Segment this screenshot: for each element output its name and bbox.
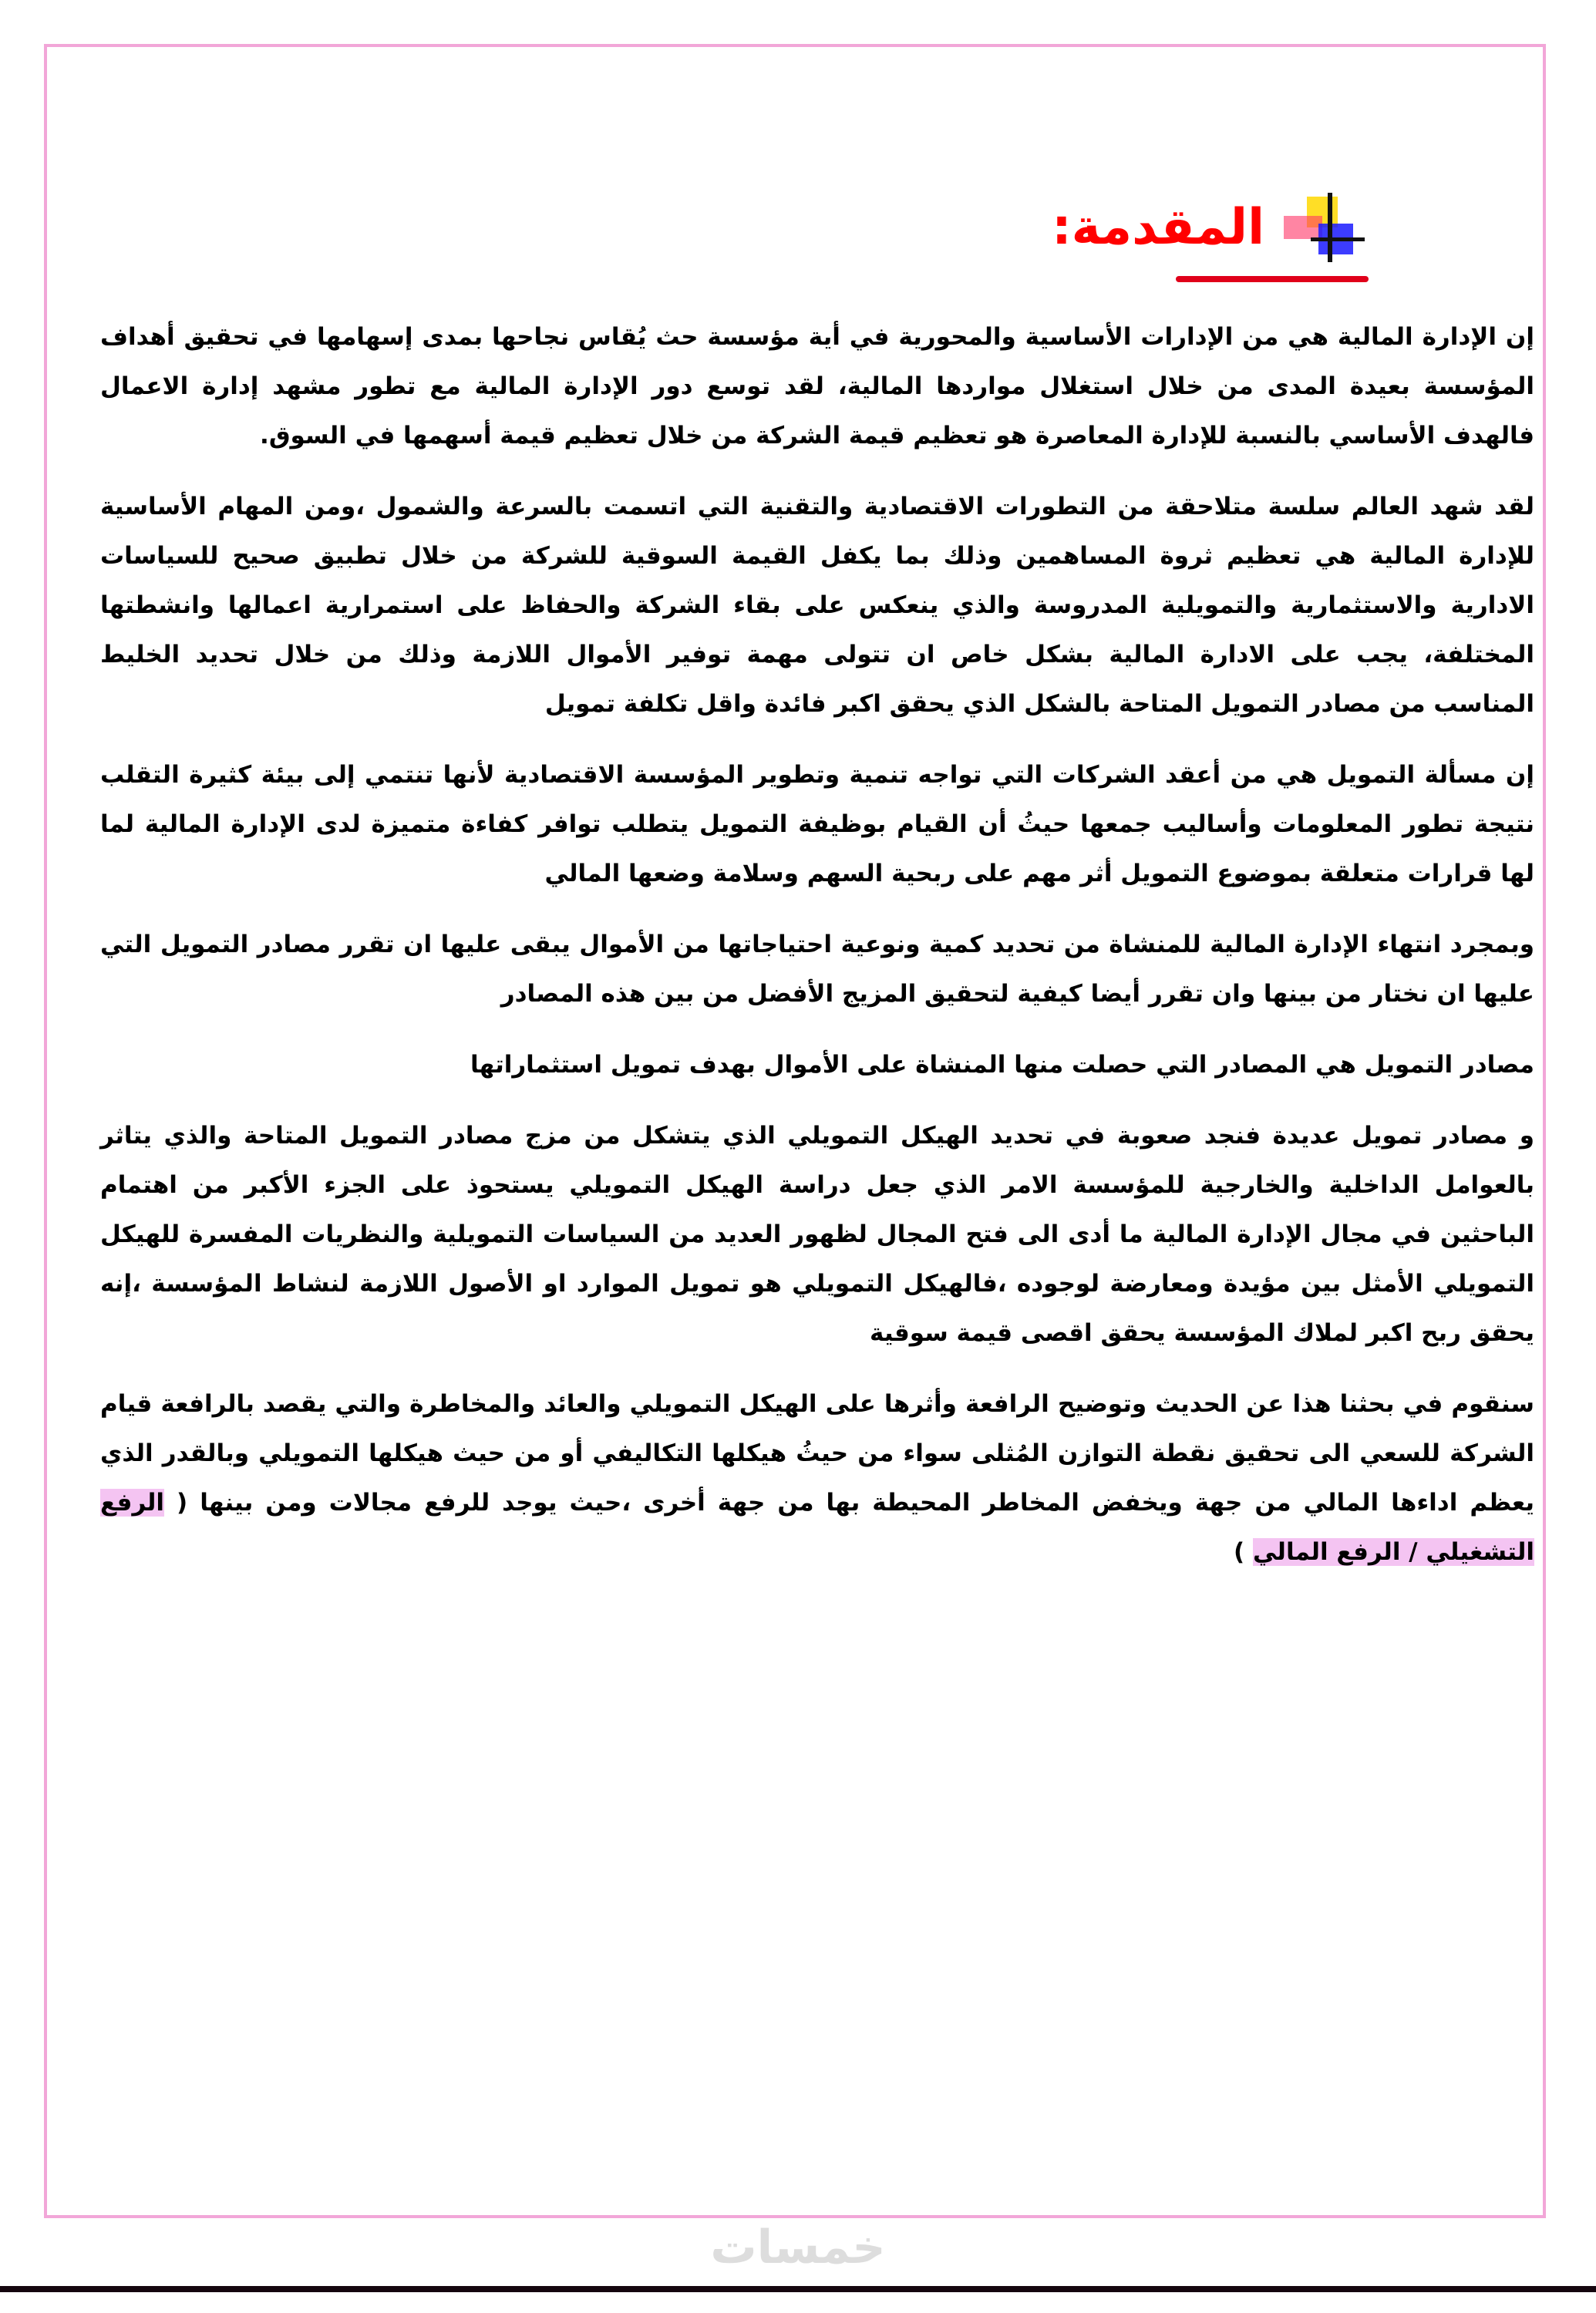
paragraph-3: [100, 750, 1534, 898]
closing-parenthesis: ): [1233, 1538, 1253, 1566]
text-line: بالعوامل الداخلية والخارجية للمؤسسة الامر الذي جعل دراسة الهيكل التمويلي يستحوذ على الجزء الأكبر من اهتمام: [100, 1171, 1534, 1199]
text-line: لقد شهد العالم سلسة متلاحقة من التطورات الاقتصادية والتقنية التي اتسمت بالسرعة والشمول ،ومن المهام الأساسية: [100, 493, 1534, 520]
text-line: مصادر التمويل هي المصادر التي حصلت منها المنشاة على الأموال بهدف تمويل استثماراتها: [470, 1051, 1534, 1079]
section-heading: [1052, 193, 1365, 262]
paragraph-7: [100, 1379, 1534, 1577]
text-line: يحقق ربح اكبر لملاك المؤسسة يحقق اقصى قيمة سوقية: [870, 1319, 1534, 1347]
highlighted-text: الرفع: [100, 1489, 165, 1517]
text-line: [100, 1527, 1534, 1577]
text-line: وبمجرد انتهاء الإدارة المالية للمنشاة من تحديد كمية ونوعية احتياجاتها من الأموال يبقى عليها ان تقرر مصادر التمويل التي: [100, 931, 1534, 958]
paragraph-5: [100, 1040, 1534, 1089]
text-line: فالهدف الأساسي بالنسبة للإدارة المعاصرة هو تعظيم قيمة الشركة من خلال تعظيم قيمة أسهمها في السوق.: [260, 422, 1534, 449]
text-line: عليها ان نختار من بينها وان تقرر أيضا كيفية لتحقيق المزيج الأفضل من بين هذه المصادر: [500, 980, 1534, 1008]
text-line: الشركة للسعي الى تحقيق نقطة التوازن المُثلى سواء من حيثُ هيكلها التكاليفي أو من حيث هيكلها التمويلي وبالقدر الذي: [100, 1439, 1534, 1467]
text-line: و مصادر تمويل عديدة فنجد صعوبة في تحديد الهيكل التمويلي الذي يتشكل من مزج مصادر التمويل المتاحة والذي يتاثر: [100, 1122, 1534, 1150]
text-line: لها قرارات متعلقة بموضوع التمويل أثر مهم على ربحية السهم وسلامة وضعها المالي: [544, 860, 1534, 887]
heading-underline: [1176, 276, 1369, 282]
decorative-cross-squares-icon: [1295, 193, 1365, 262]
text-line: إن مسألة التمويل هي من أعقد الشركات التي تواجه تنمية وتطوير المؤسسة الاقتصادية لأنها تنتمي إلى بيئة كثيرة التقلب: [100, 761, 1534, 789]
text-line: الباحثين في مجال الإدارة المالية ما أدى الى فتح المجال لظهور العديد من السياسات التمويلية والنظريات المفسرة للهيكل: [100, 1220, 1534, 1248]
text-line: الادارية والاستثمارية والتمويلية المدروسة والذي ينعكس على بقاء الشركة والحفاظ على استمرارية اعمالها وانشطتها: [100, 591, 1534, 619]
text-line: للإدارة المالية هي تعظيم ثروة المساهمين وذلك بما يكفل القيمة السوقية للشركة من خلال تطبيق صحيح للسياسات: [100, 542, 1534, 570]
document-body: [100, 312, 1534, 1598]
paragraph-2: [100, 482, 1534, 729]
text-segment: يعظم اداءها المالي من جهة ويخفض المخاطر المحيطة بها من جهة أخرى ،حيث يوجد للرفع مجالات ومن بينها (: [164, 1489, 1534, 1517]
text-line: المختلفة، يجب على الادارة المالية بشكل خاص ان تتولى مهمة توفير الأموال اللازمة وذلك من خلال تحديد الخليط: [100, 641, 1534, 668]
paragraph-4: [100, 920, 1534, 1018]
text-line: إن الإدارة المالية هي من الإدارات الأساسية والمحورية في أية مؤسسة حث يُقاس نجاحها بمدى إسهامها في تحقيق أهداف: [100, 323, 1534, 351]
text-line: سنقوم في بحثنا هذا عن الحديث وتوضيح الرافعة وأثرها على الهيكل التمويلي والعائد والمخاطرة والتي يقصد بالرافعة قيام: [100, 1390, 1534, 1418]
paragraph-6: [100, 1111, 1534, 1358]
text-line: المناسب من مصادر التمويل المتاحة بالشكل الذي يحقق اكبر فائدة واقل تكلفة تمويل: [544, 690, 1534, 718]
text-line: [100, 1478, 1534, 1527]
text-line: المؤسسة بعيدة المدى من خلال استغلال مواردها المالية، لقد توسع دور الإدارة المالية مع تطور مشهد إدارة الاعمال: [100, 372, 1534, 400]
paragraph-1: [100, 312, 1534, 460]
bottom-rule: [0, 2286, 1596, 2292]
text-line: التمويلي الأمثل بين مؤيدة ومعارضة لوجوده ،فالهيكل التمويلي هو تمويل الموارد او الأصول اللازمة لنشاط المؤسسة ،إنه: [100, 1270, 1534, 1298]
text-line: نتيجة تطور المعلومات وأساليب جمعها حيثُ أن القيام بوظيفة التمويل يتطلب توافر كفاءة متميزة لدى الإدارة المالية لما: [100, 810, 1534, 838]
highlighted-text: التشغيلي / الرفع المالي: [1252, 1538, 1534, 1566]
heading-title: المقدمة:: [1052, 199, 1264, 256]
watermark-logo: خمسات: [710, 2220, 886, 2274]
